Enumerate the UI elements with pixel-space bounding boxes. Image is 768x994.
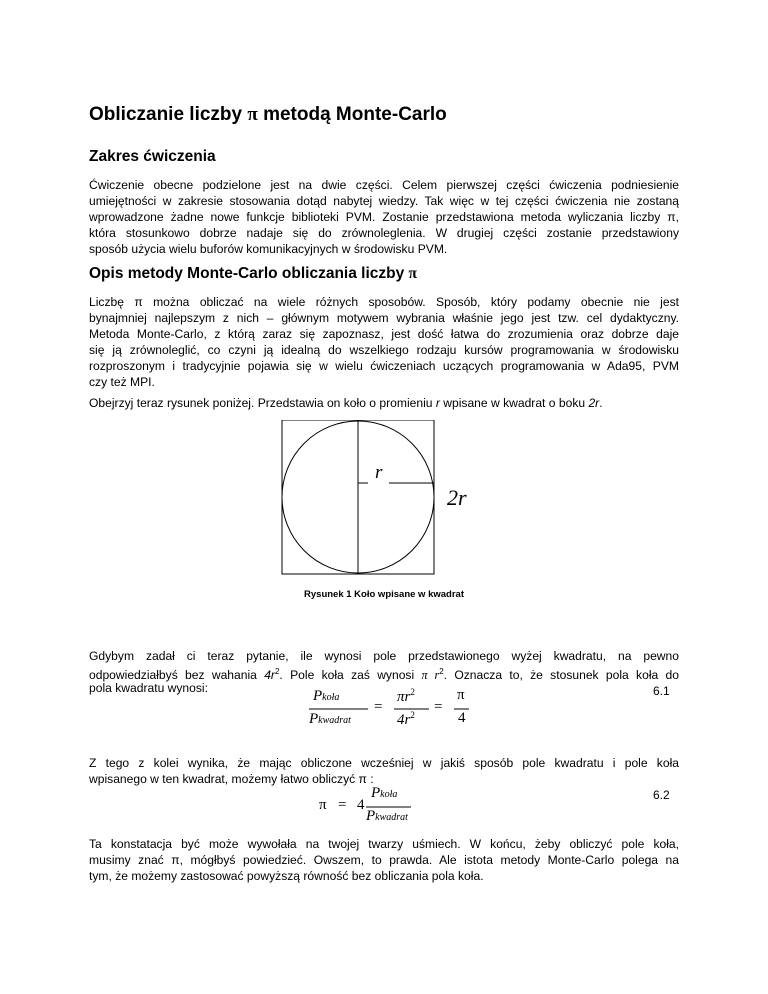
- superscript: 2: [410, 687, 415, 697]
- paragraph-line: wpisanego w ten kwadrat, możemy łatwo obliczyć π :: [89, 772, 374, 786]
- eq1-right-num: π: [457, 687, 465, 703]
- title-pi-symbol: π: [247, 104, 258, 125]
- eq2-equals: =: [338, 797, 347, 813]
- paragraph-line: pola kwadratu wynosi:: [89, 681, 208, 695]
- paragraph-line: która stosunkowo dobrze nadaje się do zrównoleglenia. W drugiej części zostanie przedstawiony: [89, 226, 679, 240]
- paragraph-line: rozproszonym i tradycyjnie pojawia się w wielu ćwiczeniach uczących programowania w Ada95, PVM: [89, 359, 679, 373]
- paragraph-line: [89, 664, 679, 683]
- paragraph-line: Z tego z kolei wynika, że mając obliczone wcześniej w jakiś sposób pole kwadratu i pole koła: [89, 756, 679, 770]
- eq1-equals-2: =: [434, 699, 443, 715]
- equation-number-6-1: 6.1: [653, 684, 670, 698]
- paragraph-line: czy też MPI.: [89, 375, 155, 389]
- superscript: 2: [439, 667, 444, 676]
- square-area-paragraph: [89, 648, 679, 696]
- paragraph-line: Liczbę π można obliczać na wiele różnych sposobów. Sposób, który podamy obecnie nie jest: [89, 295, 679, 309]
- subscript: koła: [380, 789, 398, 800]
- paragraph-line: bynajmniej najlepszym z nich – głównym motywem wybrania właśnie jego jest tzw. cel dydaktyczny.: [89, 311, 679, 325]
- section-scope-paragraph: [89, 177, 679, 257]
- eq2-num-P: [371, 785, 397, 802]
- superscript: 2: [274, 667, 280, 676]
- eq2-den-P: [366, 808, 408, 825]
- var-P: P: [309, 711, 319, 727]
- eq1-num-P: [313, 688, 339, 705]
- text: odpowiedziałbyś bez wahania: [89, 668, 265, 683]
- figure-intro-paragraph: [89, 395, 679, 411]
- eq1-den-P: [309, 711, 351, 728]
- text: .: [599, 396, 603, 410]
- math-4r: 4r: [264, 668, 275, 683]
- page-title: [89, 104, 447, 126]
- eq1-mid-den: [397, 710, 415, 729]
- section-heading-scope: Zakres ćwiczenia: [89, 148, 216, 165]
- eq2-coefficient: 4: [357, 797, 365, 813]
- title-text: Obliczanie liczby: [89, 104, 248, 125]
- paragraph-line: się ją zrównoleglić, co czyni ją idealną do wszelkiego rodzaju kursów programowania w środowisku: [89, 343, 679, 357]
- equation-number-6-2: 6.2: [653, 788, 670, 802]
- pi-derivation-paragraph: [89, 755, 679, 787]
- paragraph-line: tym, że możemy zastosować powyższą równość bez obliczania pola koła.: [89, 869, 484, 883]
- paragraph-line: musimy znać π, mógłbyś powiedzieć. Owszem, to prawda. Ale istota metody Monte-Carlo polega na: [89, 853, 679, 867]
- closing-paragraph: [89, 836, 679, 884]
- eq1-mid-num: [397, 687, 415, 706]
- subscript: kwadrat: [375, 812, 408, 823]
- label-r: r: [375, 462, 383, 483]
- subscript: koła: [322, 692, 340, 703]
- eq1-equals-1: =: [374, 699, 383, 715]
- var-P: P: [366, 808, 376, 824]
- text: wpisane w kwadrat o boku: [439, 396, 589, 410]
- text: . Oznacza to, że stosunek pola koła do: [443, 668, 679, 683]
- figure-caption: Rysunek 1 Koło wpisane w kwadrat: [304, 589, 464, 600]
- var-2r: 2r: [588, 396, 600, 410]
- paragraph-line: Ta konstatacja być może wywołała na twojej twarzy uśmiech. W końcu, żeby obliczyć pole koła,: [89, 837, 679, 851]
- title-suffix: metodą Monte-Carlo: [257, 104, 447, 125]
- heading-text: Opis metody Monte-Carlo obliczania liczby: [89, 265, 409, 282]
- math-pi-r: π r: [421, 668, 440, 683]
- eq2-lhs-pi: π: [319, 797, 327, 813]
- paragraph-line: Metoda Monte-Carlo, z którą zaraz się zapoznasz, jest dość łatwa do zrozumienia oraz dobrze daje: [89, 327, 679, 341]
- paragraph-line: umiejętności w zakresie stosowania dotąd nabytej wiedzy. Tak więc w tej części ćwiczenia nie zostaną: [89, 194, 679, 208]
- paragraph-line: Gdybym zadał ci teraz pytanie, ile wynosi pole przedstawionego wyżej kwadratu, na pewno: [89, 649, 679, 663]
- text: πr: [397, 689, 411, 705]
- paragraph-line: Ćwiczenie obecne podzielone jest na dwie części. Celem pierwszej części ćwiczenia podniesienie: [89, 178, 679, 192]
- var-P: P: [313, 688, 323, 704]
- eq1-right-den: 4: [458, 710, 466, 726]
- var-r: r: [435, 396, 440, 410]
- text: 4r: [397, 712, 411, 728]
- heading-pi-symbol: π: [408, 265, 418, 282]
- var-P: P: [371, 785, 381, 801]
- section-heading-method: [89, 265, 417, 283]
- text: Obejrzyj teraz rysunek poniżej. Przedstawia on koło o promieniu: [89, 396, 436, 410]
- method-paragraph: [89, 294, 679, 390]
- label-2r: 2r: [447, 485, 467, 510]
- text: . Pole koła zaś wynosi: [279, 668, 422, 683]
- paragraph-line: sposób użycia wielu buforów komunikacyjnych w środowisku PVM.: [89, 242, 448, 256]
- subscript: kwadrat: [318, 715, 351, 726]
- paragraph-line: wprowadzone żadne nowe funkcje biblioteki PVM. Zostanie przedstawiona metoda wyliczania liczby π,: [89, 210, 679, 224]
- superscript: 2: [410, 710, 415, 720]
